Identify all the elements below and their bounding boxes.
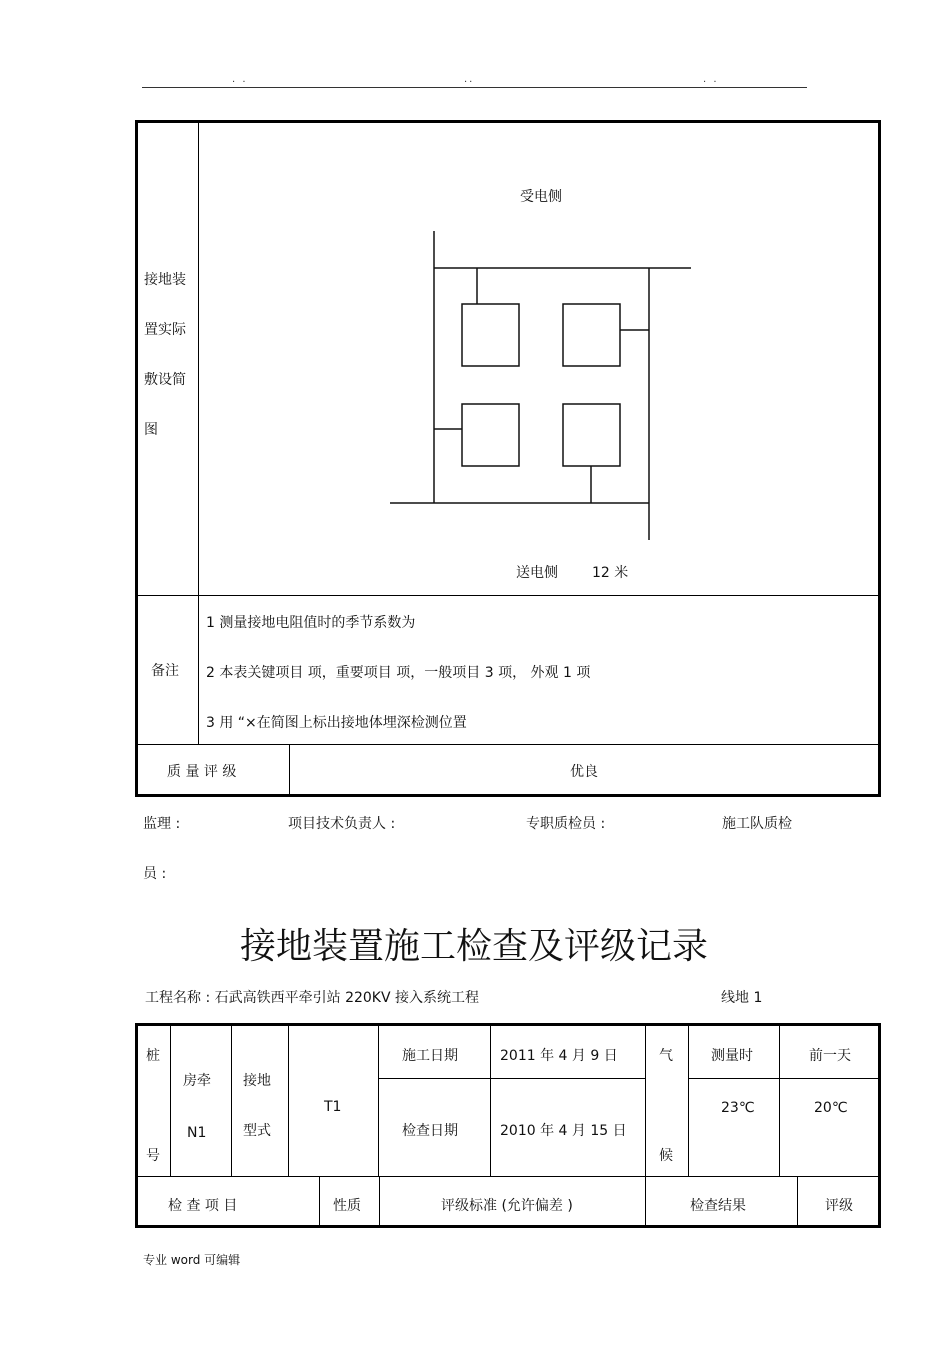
check-date-value: 2010 年 4 月 15 日 <box>500 1123 627 1139</box>
table-divider <box>688 1078 878 1079</box>
col-header-grade: 评级 <box>825 1198 853 1214</box>
diagram-label-line: 敷设简 <box>144 372 186 388</box>
measure-time-label: 测量时 <box>711 1048 753 1064</box>
substation-label: 房牵 <box>183 1073 211 1089</box>
table-divider <box>645 1026 646 1225</box>
grounding-layout-diagram <box>138 123 878 593</box>
header-rule <box>142 87 807 88</box>
table-divider <box>170 1026 171 1176</box>
diagram-label-line: 置实际 <box>144 322 186 338</box>
table-divider <box>779 1026 780 1176</box>
line-label: 线地 1 <box>721 990 763 1006</box>
pile-label-bottom: 号 <box>146 1148 160 1164</box>
tech-lead-signature: 项目技术负责人 : <box>288 816 396 832</box>
supervisor-signature: 监理 : <box>143 816 181 832</box>
page-title: 接地装置施工检查及评级记录 <box>240 926 709 967</box>
note-3: 3 用 “×在简图上标出接地体埋深检测位置 <box>206 715 467 731</box>
prev-day-label: 前一天 <box>809 1048 851 1064</box>
col-header-nature: 性质 <box>333 1198 361 1214</box>
row-divider-diagram <box>138 595 878 596</box>
receiving-side-label: 受电侧 <box>520 189 562 205</box>
header-dots-right: . . <box>703 74 719 85</box>
header-dots-mid: .. <box>464 74 475 85</box>
build-date-value: 2011 年 4 月 9 日 <box>500 1048 618 1064</box>
table-divider <box>379 1176 380 1225</box>
ground-type-label: 接地 <box>243 1073 271 1089</box>
weather-label-top: 气 <box>659 1048 673 1064</box>
measure-time-value: 23℃ <box>721 1100 755 1116</box>
prev-day-value: 20℃ <box>814 1100 848 1116</box>
ground-type-value: T1 <box>324 1099 342 1115</box>
rating-column-divider <box>289 744 290 794</box>
weather-label-bottom: 候 <box>659 1148 673 1164</box>
check-date-label: 检查日期 <box>402 1123 458 1139</box>
pile-label-top: 桩 <box>146 1048 160 1064</box>
table-divider <box>319 1176 320 1225</box>
table-divider <box>138 1176 878 1177</box>
sending-side-label: 送电侧 <box>516 565 558 581</box>
project-name: 工程名称 : 石武高铁西平牵引站 220KV 接入系统工程 <box>145 990 479 1006</box>
team-inspector-signature: 施工队质检 <box>722 816 792 832</box>
electrode-box <box>563 304 620 366</box>
team-inspector-signature-cont: 员 : <box>143 866 167 882</box>
rating-label: 质 量 评 级 <box>167 764 237 780</box>
diagram-table <box>135 120 881 797</box>
rating-value: 优良 <box>570 764 598 780</box>
table-divider <box>231 1026 232 1176</box>
diagram-label-line: 接地装 <box>144 272 186 288</box>
table-divider <box>688 1026 689 1176</box>
electrode-box <box>462 404 519 466</box>
table-divider <box>288 1026 289 1176</box>
row-divider-notes <box>138 744 878 745</box>
diagram-label-line: 图 <box>144 422 158 438</box>
electrode-box <box>563 404 620 466</box>
notes-label: 备注 <box>151 663 179 679</box>
table-divider <box>490 1026 491 1176</box>
inspection-table <box>135 1023 881 1228</box>
col-header-result: 检查结果 <box>690 1198 746 1214</box>
col-header-item: 检 查 项 目 <box>168 1198 238 1214</box>
substation-value: N1 <box>187 1125 207 1141</box>
col-header-standard: 评级标准 (允许偏差 ) <box>441 1198 573 1214</box>
table-divider <box>378 1078 646 1079</box>
quality-inspector-signature: 专职质检员 : <box>526 816 606 832</box>
electrode-box <box>462 304 519 366</box>
scale-label: 12 米 <box>592 565 629 581</box>
header-dots-left: . . <box>232 74 248 85</box>
note-1: 1 测量接地电阻值时的季节系数为 <box>206 615 416 631</box>
ground-type-label: 型式 <box>243 1123 271 1139</box>
build-date-label: 施工日期 <box>402 1048 458 1064</box>
table-divider <box>378 1026 379 1176</box>
table-divider <box>797 1176 798 1225</box>
note-2: 2 本表关键项目 项，重要项目 项，一般项目 3 项， 外观 1 项 <box>206 665 591 681</box>
footer-note: 专业 word 可编辑 <box>143 1253 241 1267</box>
